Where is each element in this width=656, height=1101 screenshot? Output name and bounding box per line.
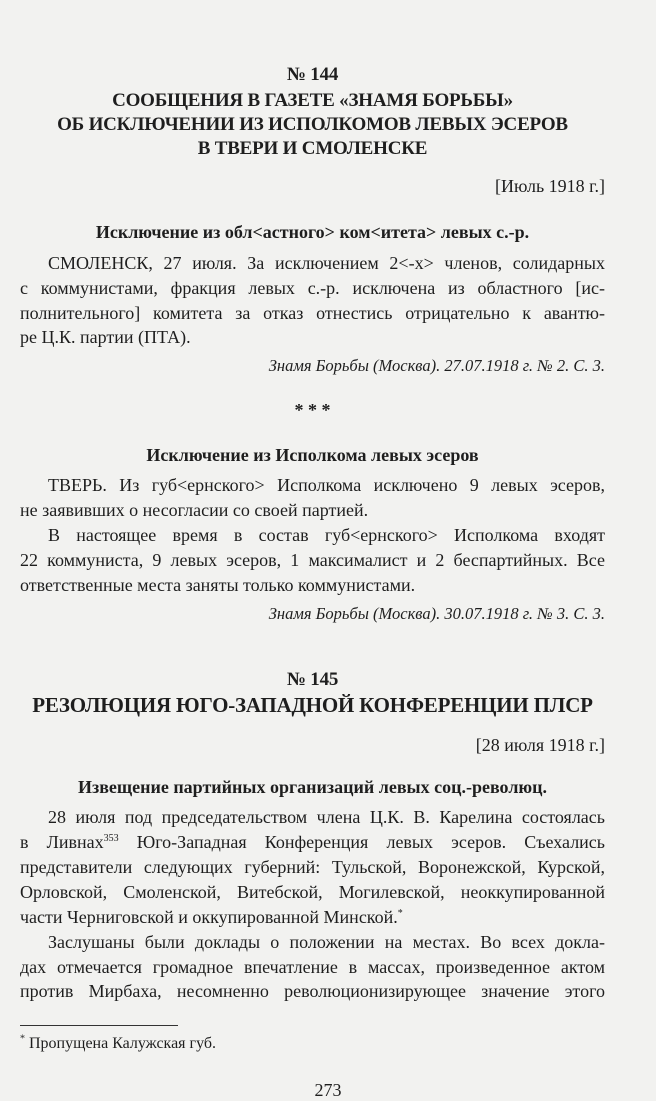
footnote xyxy=(20,1035,216,1053)
paragraph-line: 22 коммуниста, 9 левых эсеров, 1 максималист и 2 беспартийных. Все xyxy=(20,550,605,570)
doc-date: [Июль 1918 г.] xyxy=(494,176,605,196)
paragraph-line: СМОЛЕНСК, 27 июля. За исключением 2<-х> членов, солидарных xyxy=(48,253,605,273)
section-heading: Исключение из Исполкома левых эсеров xyxy=(146,445,479,465)
doc-date: [28 июля 1918 г.] xyxy=(475,735,605,755)
doc-title: РЕЗОЛЮЦИЯ ЮГО-ЗАПАДНОЙ КОНФЕРЕНЦИИ ПЛСР xyxy=(32,693,593,717)
doc-number: № 145 xyxy=(286,669,339,690)
page-number: 273 xyxy=(314,1080,342,1100)
paragraph-line: ответственные места заняты только коммунистами. xyxy=(20,575,416,595)
line-rest: Юго-Западная Конференция левых эсеров. Съехались xyxy=(136,832,606,852)
line-text: части Черниговской и оккупированной Минской. xyxy=(20,907,398,927)
paragraph-line: ре Ц.К. партии (ПТА). xyxy=(20,327,191,347)
doc-title-line: ОБ ИСКЛЮЧЕНИИ ИЗ ИСПОЛКОМОВ ЛЕВЫХ ЭСЕРОВ xyxy=(57,114,568,135)
paragraph-line: с коммунистами, фракция левых с.-р. исключена из областного [ис- xyxy=(20,278,605,298)
paragraph-line: против Мирбаха, несомненно революционизирующее значение этого xyxy=(20,981,605,1001)
footnote-text: Пропущена Калужская губ. xyxy=(29,1035,217,1052)
section-heading: Исключение из обл<астного> ком<итета> левых с.-р. xyxy=(95,222,530,242)
paragraph-line: ТВЕРЬ. Из губ<ернского> Исполкома исключено 9 левых эсеров, xyxy=(48,475,605,495)
doc-title-line: СООБЩЕНИЯ В ГАЗЕТЕ «ЗНАМЯ БОРЬБЫ» xyxy=(112,90,513,111)
paragraph-line xyxy=(20,905,605,929)
paragraph-line: 28 июля под председательством члена Ц.К. В. Карелина состоялась xyxy=(48,807,605,827)
paragraph-line: В настоящее время в состав губ<ернского> Исполкома входят xyxy=(48,525,605,545)
endnote-ref: 353 xyxy=(103,833,119,844)
paragraph-line: полнительного] комитета за отказ отнестись отрицательно к авантю- xyxy=(20,303,605,323)
paragraph-line: Заслушаны были доклады о положении на местах. Во всех докла- xyxy=(48,932,605,952)
source-citation: Знамя Борьбы (Москва). 30.07.1918 г. № 3. С. 3. xyxy=(268,604,605,623)
footnote-mark: * xyxy=(20,1033,25,1045)
separator: * * * xyxy=(294,400,331,420)
source-citation: Знамя Борьбы (Москва). 27.07.1918 г. № 2. С. 3. xyxy=(268,356,605,375)
footnote-rule xyxy=(20,1025,178,1026)
paragraph-line: представители следующих губерний: Тульской, Воронежской, Курской, xyxy=(20,857,605,877)
paragraph-line xyxy=(20,830,605,854)
doc-title-line: В ТВЕРИ И СМОЛЕНСКЕ xyxy=(197,138,428,159)
paragraph-line: не заявивших о несогласии со своей партией. xyxy=(20,500,369,520)
footnote-ref: * xyxy=(397,908,403,919)
paragraph-line: Орловской, Смоленской, Витебской, Могилевской, неоккупированной xyxy=(20,882,605,902)
place-name: в Ливнах xyxy=(20,832,104,852)
doc-number: № 144 xyxy=(286,64,339,85)
section-heading: Извещение партийных организаций левых соц.-революц. xyxy=(77,777,548,797)
paragraph-line: дах отмечается громадное впечатление в массах, произведенное актом xyxy=(20,957,605,977)
